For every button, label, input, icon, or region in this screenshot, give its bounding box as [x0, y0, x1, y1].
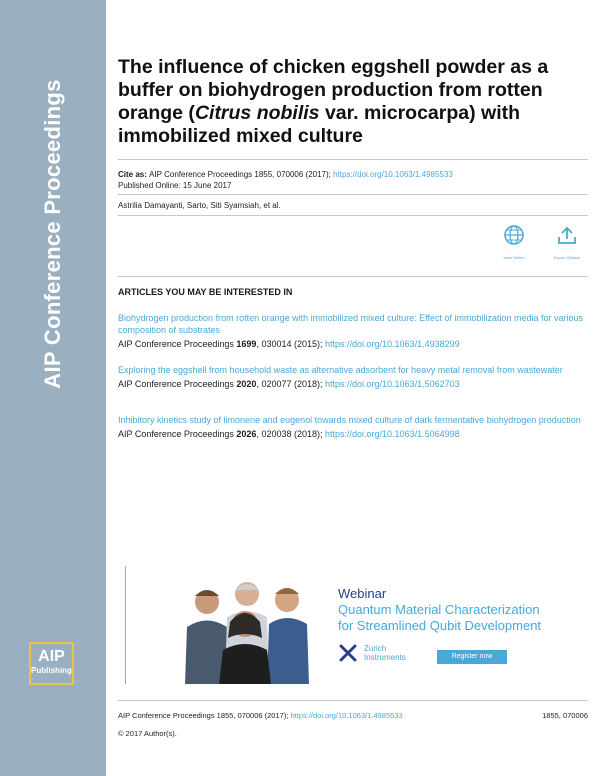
page-number: 1855, 070006 [542, 711, 588, 720]
footer-doi-link[interactable]: https://doi.org/10.1063/1.4985533 [290, 711, 403, 720]
divider [118, 215, 588, 216]
paper-title [118, 56, 588, 148]
volume: 2026 [236, 429, 257, 439]
logo-publishing-text: Publishing [31, 666, 72, 675]
related-articles-heading: ARTICLES YOU MAY BE INTERESTED IN [118, 287, 293, 297]
published-date: Published Online: 15 June 2017 [118, 181, 232, 190]
doi-link[interactable]: https://doi.org/10.1063/1.5062703 [325, 379, 460, 389]
cite-line [118, 169, 453, 180]
authors: Astrilia Damayanti, Sarto, Siti Syamsiah, et al. [118, 201, 281, 210]
footer-citation [118, 711, 403, 720]
citation-block [118, 169, 453, 191]
journal-name: AIP Conference Proceedings [40, 79, 65, 389]
article-citation [118, 378, 588, 390]
zurich-x-icon [338, 643, 358, 663]
pages-year: , 020038 (2018); [256, 429, 325, 439]
article-title-link[interactable]: Biohydrogen production from rotten orange with immobilized mixed culture: Effect of immobilization media for various composition of substrates [118, 313, 584, 335]
cite-text: AIP Conference Proceedings 1855, 070006 (2017); [149, 170, 334, 179]
brand-text [364, 644, 406, 662]
volume: 2020 [236, 379, 257, 389]
divider [118, 276, 588, 277]
journal: AIP Conference Proceedings [118, 339, 237, 349]
article-citation [118, 428, 588, 440]
footer-cite-text: AIP Conference Proceedings 1855, 070006 (2017); [118, 711, 291, 720]
logo-aip-text: AIP [38, 648, 65, 665]
title-part-1: The influence of chicken eggshell powder as a buffer on biohydrogen production from rotten orange ( [118, 56, 549, 124]
journal: AIP Conference Proceedings [118, 429, 237, 439]
view-online-label: View Online [503, 255, 525, 260]
divider [118, 700, 588, 701]
brand-line-2: Instruments [364, 653, 406, 662]
title-part-2: var. microcarpa) with immobilized mixed culture [118, 102, 521, 147]
sidebar [0, 0, 106, 776]
export-citation-button[interactable] [547, 224, 587, 260]
export-citation-label: Export Citation [553, 255, 581, 260]
copyright: © 2017 Author(s). [118, 729, 177, 738]
volume: 1699 [236, 339, 257, 349]
webinar-title-line-1: Quantum Material Characterization [338, 602, 540, 617]
view-online-button[interactable] [494, 224, 534, 260]
zurich-instruments-logo [338, 643, 406, 663]
pages-year: , 030014 (2015); [256, 339, 325, 349]
doi-link[interactable]: https://doi.org/10.1063/1.4938299 [325, 339, 460, 349]
article-citation [118, 338, 588, 350]
pages-year: , 020077 (2018); [256, 379, 325, 389]
article-title-link[interactable]: Exploring the eggshell from household waste as alternative adsorbent for heavy metal removal from wastewater [118, 365, 563, 375]
webinar-heading: Webinar [338, 586, 387, 601]
export-icon [556, 224, 578, 246]
article-title-link[interactable]: Inhibitory kinetics study of limonene and eugenol towards mixed culture of dark fermentative biohydrogen production [118, 415, 581, 425]
related-article [118, 312, 588, 350]
title-species-italic: Citrus nobilis [194, 102, 320, 124]
ad-accent-line [125, 566, 126, 684]
doi-link[interactable]: https://doi.org/10.1063/1.5064998 [325, 429, 460, 439]
globe-icon [503, 224, 525, 246]
brand-line-1: Zurich [364, 644, 387, 653]
presenters-photo [167, 572, 317, 684]
aip-publishing-logo[interactable] [29, 642, 74, 685]
related-article [118, 414, 588, 440]
register-now-button[interactable]: Register now [437, 650, 507, 664]
doi-link[interactable]: https://doi.org/10.1063/1.4985533 [333, 170, 453, 179]
related-article [118, 364, 588, 390]
webinar-title-line-2: for Streamlined Qubit Development [338, 618, 542, 633]
cite-label: Cite as: [118, 170, 150, 179]
journal: AIP Conference Proceedings [118, 379, 237, 389]
divider [118, 159, 588, 160]
webinar-advertisement[interactable] [125, 566, 588, 684]
divider [118, 194, 588, 195]
